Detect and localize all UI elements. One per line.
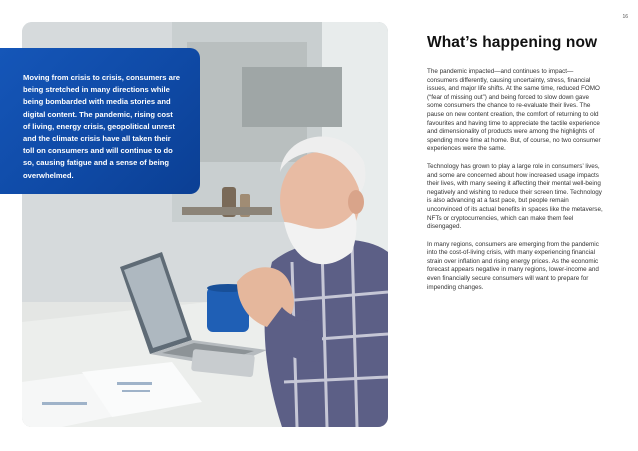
article-body: [427, 68, 603, 301]
article-paragraph: Technology has grown to play a large role in consumers’ lives, and some are concerned about how increased usage impacts their lives, with many seeing it affecting their mental well-being negatively and wishing to reduce their screen time. Technology is also advancing at a fast pace, but people remain unconvinced of its actual benefits in spaces like the metaverse, NFTs or cryptocurrencies, which can make them feel disengaged.: [427, 162, 603, 231]
page-title: What’s happening now: [427, 34, 598, 51]
callout-box: [0, 48, 200, 194]
article-paragraph: In many regions, consumers are emerging from the pandemic into the cost-of-living crisis, with many experiencing financial strain over inflation and rising energy prices. As the economic forecast appears negative in many regions, lower-income and even financially secure consumers will want to prepare for impending changes.: [427, 240, 599, 291]
article-paragraph: The pandemic impacted—and continues to impact—consumers differently, causing uncertainty, stress, financial issues, and major life shifts. At the same time, reduced FOMO (“fear of missing out”) and being forced to slow down gave some consumers the chance to re-evaluate their lives. The pause on new content creation, the comfort of returning to old favourites and having time to appreciate the tactile experience and dimensionality of products were among the highlights of spending more time at home. But, of course, no two consumer experiences were the same.: [427, 68, 601, 153]
callout-text: Moving from crisis to crisis, consumers are being stretched in many directions while being bombarded with media stories and digital content. The pandemic, rising cost of living, energy crisis, geopolitical unrest and the climate crisis have all taken their toll on consumers and will continue to do so, causing fatigue and a sense of being overwhelmed.: [23, 73, 180, 180]
page-number: 16: [622, 14, 628, 20]
